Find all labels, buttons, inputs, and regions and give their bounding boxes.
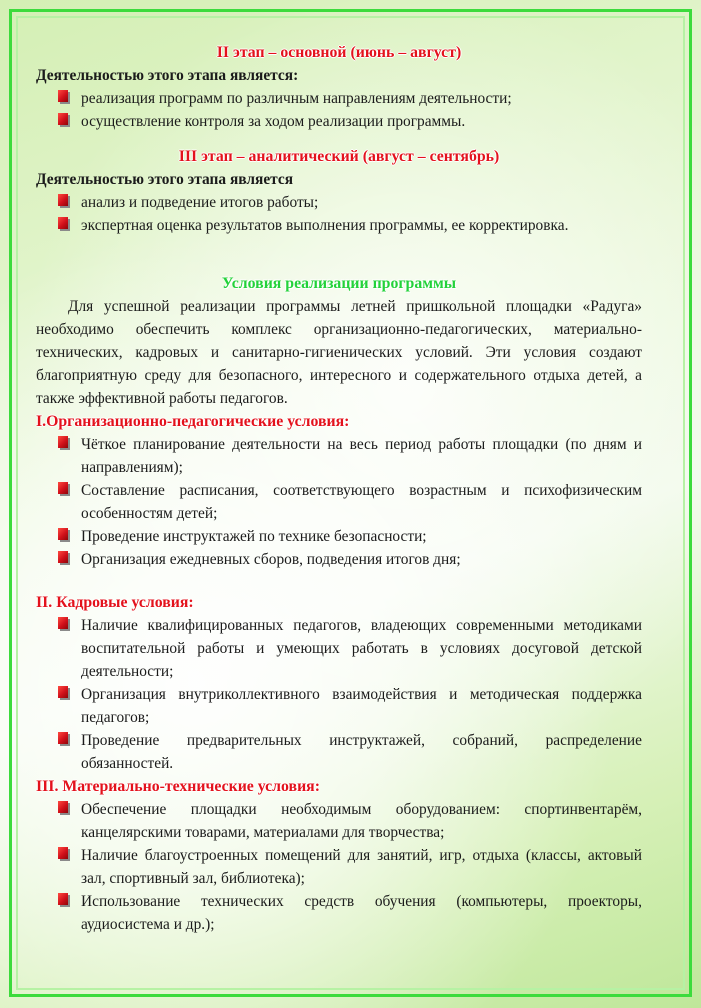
conditions-intro: Для успешной реализации программы летней пришкольной площадки «Радуга» необходимо обеспечить комплекс организационно-педагогических, материально-технических, кадровых и санитарно-гигиенических условий. Эти условия создают благоприятную среду для безопасного, интересного и содержательного отдыха детей, а также эффективной работы педагогов.: [36, 298, 642, 407]
list-item: [36, 191, 642, 214]
list-item-text: Составление расписания, соответствующего возрастным и психофизическим особенностям детей;: [81, 482, 642, 522]
section2-title: II. Кадровые условия:: [36, 594, 194, 611]
section2-list: [36, 614, 642, 775]
list-item: [36, 729, 642, 775]
stage2-activity-label: Деятельностью этого этапа является:: [36, 67, 299, 84]
list-item: [36, 479, 642, 525]
list-item: [36, 548, 642, 571]
stage3-list: [36, 191, 642, 237]
bullet-icon: [58, 732, 68, 744]
stage2-list: [36, 87, 642, 133]
list-item: [36, 844, 642, 890]
stage3-title: III этап – аналитический (август – сентябрь): [178, 148, 500, 165]
section1-title: I.Организационно-педагогические условия:: [36, 413, 350, 430]
section3-title: III. Материально-технические условия:: [36, 778, 320, 795]
section3-list: [36, 798, 642, 936]
list-item: [36, 87, 642, 110]
bullet-icon: [58, 551, 68, 563]
list-item-text: Обеспечение площадки необходимым оборудованием: спортинвентарём, канцелярскими товарами, материалами для творчества;: [81, 801, 642, 841]
bullet-icon: [58, 801, 68, 813]
list-item: [36, 110, 642, 133]
bullet-icon: [58, 90, 68, 102]
list-item: [36, 433, 642, 479]
bullet-icon: [58, 847, 68, 859]
bullet-icon: [58, 686, 68, 698]
list-item: [36, 525, 642, 548]
list-item-text: анализ и подведение итогов работы;: [81, 194, 319, 211]
bullet-icon: [58, 482, 68, 494]
list-item: [36, 214, 642, 237]
bullet-icon: [58, 528, 68, 540]
bullet-icon: [58, 113, 68, 125]
list-item-text: реализация программ по различным направлениям деятельности;: [81, 90, 512, 107]
bullet-icon: [58, 194, 68, 206]
list-item-text: осуществление контроля за ходом реализации программы.: [81, 113, 466, 130]
list-item-text: Использование технических средств обучения (компьютеры, проекторы, аудиосистема и др.);: [81, 893, 642, 933]
list-item: [36, 614, 642, 683]
list-item-text: Проведение инструктажей по технике безопасности;: [81, 528, 427, 545]
section1-list: [36, 433, 642, 571]
bullet-icon: [58, 436, 68, 448]
list-item-text: Чёткое планирование деятельности на весь период работы площадки (по дням и направлениям);: [81, 436, 642, 476]
list-item-text: Организация ежедневных сборов, подведения итогов дня;: [81, 551, 461, 568]
document-content: [36, 41, 642, 936]
bullet-icon: [58, 617, 68, 629]
list-item: [36, 683, 642, 729]
bullet-icon: [58, 217, 68, 229]
list-item-text: Организация внутриколлективного взаимодействия и методическая поддержка педагогов;: [81, 686, 642, 726]
conditions-title: Условия реализации программы: [221, 275, 457, 292]
stage3-activity-label: Деятельностью этого этапа является: [36, 171, 294, 188]
list-item-text: экспертная оценка результатов выполнения программы, ее корректировка.: [81, 217, 569, 234]
list-item-text: Наличие благоустроенных помещений для занятий, игр, отдыха (классы, актовый зал, спортивный зал, библиотека);: [81, 847, 642, 887]
list-item: [36, 890, 642, 936]
stage2-title: II этап – основной (июнь – август): [216, 44, 462, 61]
list-item: [36, 798, 642, 844]
list-item-text: Проведение предварительных инструктажей, собраний, распределение обязанностей.: [81, 732, 642, 772]
bullet-icon: [58, 893, 68, 905]
list-item-text: Наличие квалифицированных педагогов, владеющих современными методиками воспитательной работы и умеющих работать в условиях досуговой детской деятельности;: [81, 617, 642, 680]
